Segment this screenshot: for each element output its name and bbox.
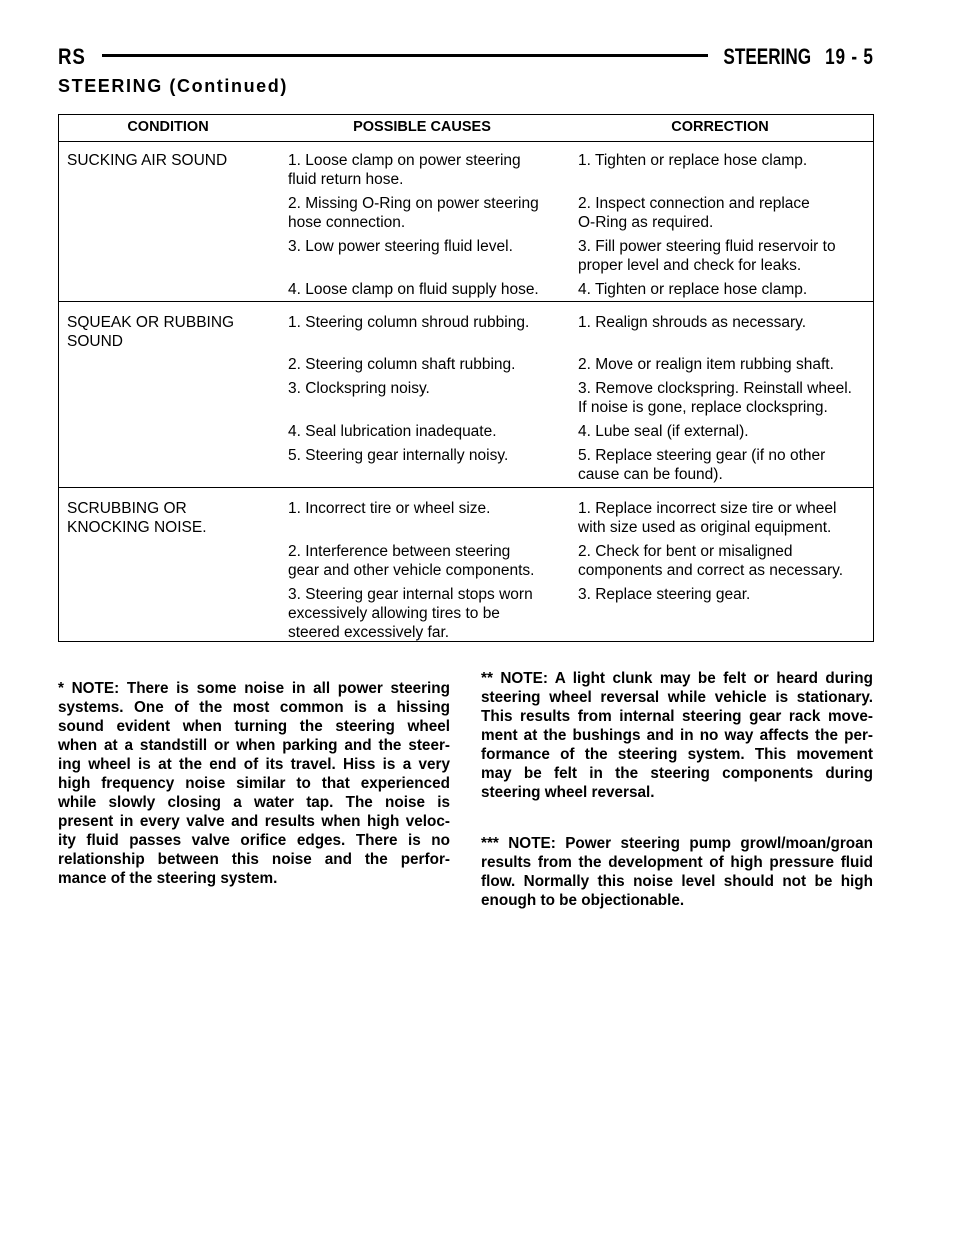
note-line: formance of the steering system. This movement: [481, 746, 873, 763]
correction-cell: 2. Check for bent or misaligned components and correct as necessary.: [578, 543, 844, 579]
note-line: present in every valve and results when high veloc-: [58, 813, 450, 830]
note-line: results from the development of high pressure fluid: [481, 854, 873, 871]
note-line: mance of the steering system.: [58, 870, 278, 887]
condition-cell: SQUEAK OR RUBBING SOUND: [67, 314, 235, 350]
cause-cell: 3. Steering gear internal stops worn excessively allowing tires to be steered excessively far.: [288, 586, 533, 641]
page-number: 19 - 5: [825, 44, 874, 69]
cause-cell: 4. Loose clamp on fluid supply hose.: [288, 281, 539, 298]
correction-cell: 1. Replace incorrect size tire or wheel with size used as original equipment.: [578, 500, 837, 536]
note-line: * NOTE: There is some noise in all power steering: [58, 680, 450, 697]
note-line: ment at the bushings and in no way affects the per-: [481, 727, 873, 744]
correction-cell: 3. Fill power steering fluid reservoir to proper level and check for leaks.: [578, 238, 836, 274]
condition-cell: SCRUBBING OR KNOCKING NOISE.: [67, 500, 207, 536]
note-line: may be felt in the steering components during: [481, 765, 873, 782]
cause-cell: 3. Low power steering fluid level.: [288, 238, 513, 255]
correction-cell: 1. Tighten or replace hose clamp.: [578, 152, 808, 169]
condition-cell: SUCKING AIR SOUND: [67, 152, 228, 169]
correction-cell: 2. Inspect connection and replace O-Ring as required.: [578, 195, 810, 231]
note-line: *** NOTE: Power steering pump growl/moan/groan: [481, 835, 873, 852]
column-header-possible-causes: POSSIBLE CAUSES: [353, 119, 491, 135]
cause-cell: 2. Interference between steering gear and other vehicle components.: [288, 543, 535, 579]
correction-cell: 1. Realign shrouds as necessary.: [578, 314, 807, 331]
header-right: [724, 44, 874, 70]
row-divider: [59, 301, 873, 302]
header-rule: [102, 54, 708, 57]
correction-cell: 4. Lube seal (if external).: [578, 423, 749, 440]
cause-cell: 2. Steering column shaft rubbing.: [288, 356, 516, 373]
cause-cell: 1. Steering column shroud rubbing.: [288, 314, 530, 331]
note-hiss: [58, 679, 450, 888]
note-line: flow. Normally this noise level should not be high: [481, 873, 873, 890]
cause-cell: 1. Loose clamp on power steering fluid return hose.: [288, 152, 521, 188]
note-line: This results from internal steering gear rack move-: [481, 708, 873, 725]
cause-cell: 4. Seal lubrication inadequate.: [288, 423, 497, 440]
note-line: relationship between this noise and the perfor-: [58, 851, 450, 868]
cause-cell: 1. Incorrect tire or wheel size.: [288, 500, 491, 517]
note-line: when at a standstill or when parking and the steer-: [58, 737, 450, 754]
note-line: high frequency noise similar to that experienced: [58, 775, 450, 792]
table-header: [59, 115, 873, 142]
diagnosis-table: [58, 114, 874, 642]
note-line: sound evident when turning the steering wheel: [58, 718, 450, 735]
column-header-condition: CONDITION: [127, 119, 209, 135]
row-divider: [59, 487, 873, 488]
correction-cell: 5. Replace steering gear (if no other cause can be found).: [578, 447, 826, 483]
note-line: ing wheel is at the end of its travel. Hiss is a very: [58, 756, 450, 773]
page-header: [58, 44, 874, 70]
note-line: enough to be objectionable.: [481, 892, 685, 909]
column-header-correction: CORRECTION: [671, 119, 769, 135]
cause-cell: 2. Missing O-Ring on power steering hose connection.: [288, 195, 539, 231]
note-pump-growl: [481, 834, 873, 910]
page-subtitle: STEERING (Continued): [58, 76, 288, 96]
note-line: steering wheel reversal.: [481, 784, 655, 801]
note-line: systems. One of the most common is a hissing: [58, 699, 450, 716]
note-line: ** NOTE: A light clunk may be felt or heard during: [481, 670, 873, 687]
manual-code: RS: [58, 44, 86, 69]
correction-cell: 3. Remove clockspring. Reinstall wheel. If noise is gone, replace clockspring.: [578, 380, 852, 416]
cause-cell: 3. Clockspring noisy.: [288, 380, 430, 397]
note-line: ity fluid passes valve orifice edges. There is no: [58, 832, 450, 849]
correction-cell: 2. Move or realign item rubbing shaft.: [578, 356, 834, 373]
correction-cell: 4. Tighten or replace hose clamp.: [578, 281, 808, 298]
cause-cell: 5. Steering gear internally noisy.: [288, 447, 509, 464]
note-line: steering wheel reversal while vehicle is stationary.: [481, 689, 873, 706]
section-title: STEERING: [723, 44, 812, 69]
correction-cell: 3. Replace steering gear.: [578, 586, 751, 603]
note-clunk: [481, 669, 873, 802]
note-line: while slowly closing a water tap. The noise is: [58, 794, 450, 811]
